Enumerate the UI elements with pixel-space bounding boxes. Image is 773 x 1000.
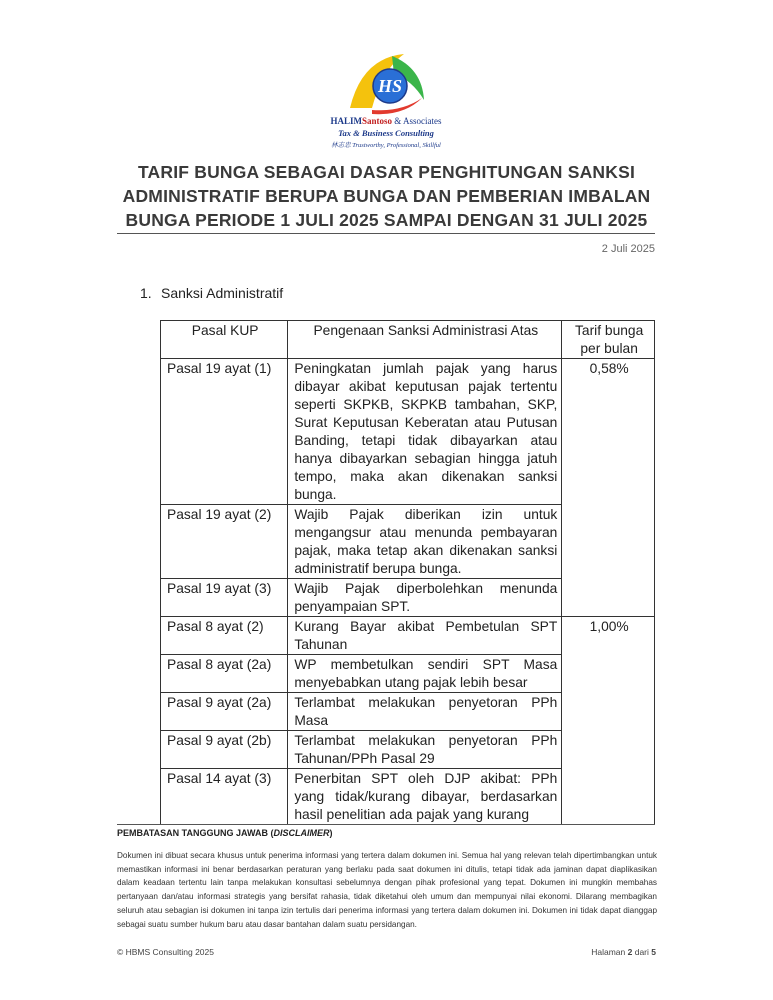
- header-tarif: Tarif bunga per bulan: [562, 321, 655, 359]
- header-pasal: Pasal KUP: [161, 321, 288, 359]
- table-clip-region: [160, 320, 660, 822]
- disclaimer-title: PEMBATASAN TANGGUNG JAWAB (DISCLAIMER): [117, 828, 333, 838]
- pasal-cell: Pasal 8 ayat (2): [161, 617, 288, 655]
- desc-cell: Peningkatan jumlah pajak yang harus dibayar akibat keputusan pajak tertentu seperti SKPKB, SKPKB tambahan, SKP, Surat Keputusan Keberatan atau Putusan Banding, tetapi tidak dibayarkan atau hanya dibayarkan sebagian hingga jatuh tempo, maka akan dikenakan sanksi bunga.: [288, 359, 562, 505]
- svg-text:HS: HS: [377, 76, 403, 96]
- pasal-cell: Pasal 19 ayat (2): [161, 505, 288, 579]
- desc-cell: Wajib Pajak diberikan izin untuk mengangsur atau menunda pembayaran pajak, maka tetap akan dikenakan sanksi administratif berupa bunga.: [288, 505, 562, 579]
- section-heading: 1. Sanksi Administratif: [140, 285, 284, 301]
- logo-tagline: Tax & Business Consulting: [338, 128, 434, 138]
- document-title: TARIF BUNGA SEBAGAI DASAR PENGHITUNGAN SANKSI ADMINISTRATIF BERUPA BUNGA DAN PEMBERIAN IMBALAN BUNGA PERIODE 1 JULI 2025 SAMPAI DENGAN 31 JULI 2025: [122, 162, 651, 230]
- pasal-cell: Pasal 9 ayat (2b): [161, 731, 288, 769]
- logo-motto: 林志忠 Trustworthy, Professional, Skillful: [331, 142, 441, 149]
- desc-cell: WP membetulkan sendiri SPT Masa menyebabkan utang pajak lebih besar: [288, 655, 562, 693]
- desc-cell: Wajib Pajak diperbolehkan menunda penyampaian SPT.: [288, 579, 562, 617]
- title-divider: [117, 233, 655, 234]
- company-logo: [316, 50, 456, 150]
- table-row: [161, 617, 655, 655]
- desc-cell: Penerbitan SPT oleh DJP akibat: PPh yang tidak/kurang dibayar, berdasarkan hasil penelitian ada pajak yang kurang: [288, 769, 562, 825]
- desc-cell: Kurang Bayar akibat Pembetulan SPT Tahunan: [288, 617, 562, 655]
- footer-copyright: © HBMS Consulting 2025: [117, 947, 214, 957]
- sanction-rate-table: [160, 320, 655, 825]
- footer-page-number: Halaman 2 dari 5: [591, 947, 656, 957]
- disclaimer-body: Dokumen ini dibuat secara khusus untuk penerima informasi yang tertera dalam dokumen ini. Semua hal yang relevan telah dipertimbangkan untuk memastikan informasi ini benar berdasarkan peraturan yang berlaku pada saat dokumen ini ditulis, tetapi tidak ada jaminan dapat diaplikasikan dalam keadaan tertentu lain tanpa melakukan konsultasi sebelumnya dengan pihak profesional yang tepat. Dokumen ini mungkin membahas pertanyaan dan/atau informasi strategis yang bersifat rahasia, tidak diketahui oleh umum dan mempunyai nilai ekonomi. Dilarang membagikan seluruh atau sebagian isi dokumen ini tanpa izin tertulis dari penerima informasi yang tertera dalam dokumen ini. Dokumen ini tidak dapat dianggap sebagai suatu sumber hukum baru atau dasar bantahan dalam suatu persidangan.: [117, 851, 657, 929]
- desc-cell: Terlambat melakukan penyetoran PPh Tahunan/PPh Pasal 29: [288, 731, 562, 769]
- table-header-row: [161, 321, 655, 359]
- pasal-cell: Pasal 19 ayat (1): [161, 359, 288, 505]
- pasal-cell: Pasal 9 ayat (2a): [161, 693, 288, 731]
- pasal-cell: Pasal 19 ayat (3): [161, 579, 288, 617]
- disclaimer-divider: [117, 824, 655, 825]
- logo-firm-name: HALIMSantoso & Associates: [330, 116, 442, 126]
- rate-cell: 1,00%: [562, 617, 655, 825]
- desc-cell: Terlambat melakukan penyetoran PPh Masa: [288, 693, 562, 731]
- header-pengenaan: Pengenaan Sanksi Administrasi Atas: [288, 321, 562, 359]
- document-date: 2 Juli 2025: [601, 243, 655, 255]
- pasal-cell: Pasal 14 ayat (3): [161, 769, 288, 825]
- logo-emblem-icon: [342, 50, 430, 116]
- rate-cell: 0,58%: [562, 359, 655, 617]
- pasal-cell: Pasal 8 ayat (2a): [161, 655, 288, 693]
- table-row: [161, 359, 655, 505]
